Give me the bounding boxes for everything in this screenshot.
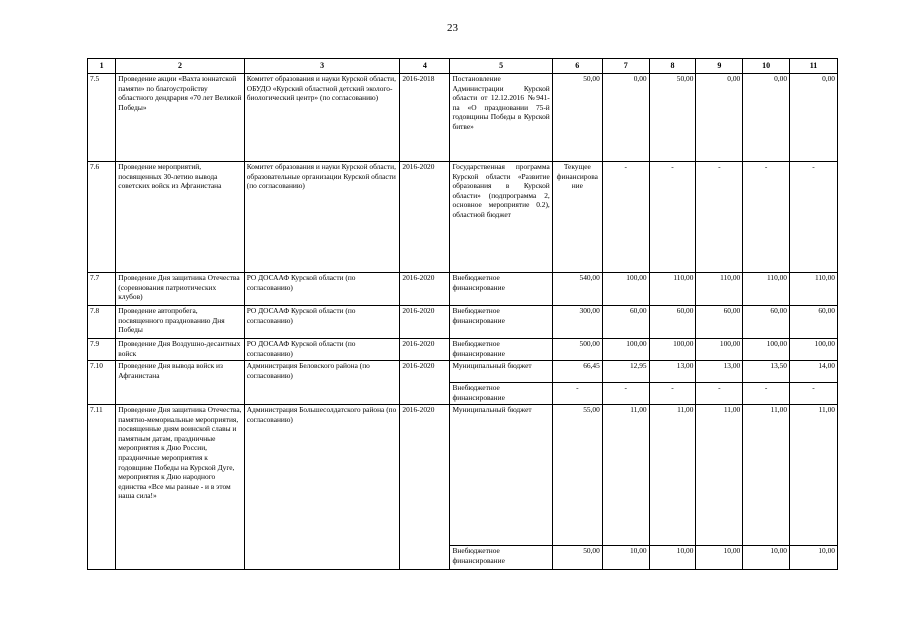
year-value: 11,00 — [602, 405, 649, 546]
year-value: 10,00 — [602, 546, 649, 570]
year-value: 100,00 — [743, 339, 790, 361]
column-header: 4 — [400, 59, 450, 74]
event-name: Проведение мероприятий, посвященных 30-летию вывода советских войск из Афганистана — [116, 162, 244, 273]
row-number: 7.8 — [88, 306, 116, 339]
year-value: - — [649, 383, 696, 405]
table-row — [88, 162, 838, 273]
year-value: - — [743, 162, 790, 273]
row-number: 7.7 — [88, 273, 116, 306]
column-header: 2 — [116, 59, 244, 74]
year-value: 10,00 — [743, 546, 790, 570]
year-value: 100,00 — [602, 339, 649, 361]
total-value: 55,00 — [552, 405, 602, 546]
funding-source: Внебюджетное финансирование — [450, 273, 552, 306]
funding-source: Муниципальный бюджет — [450, 361, 552, 383]
column-header: 6 — [552, 59, 602, 74]
row-number: 7.6 — [88, 162, 116, 273]
total-value: 300,00 — [552, 306, 602, 339]
year-value: 13,00 — [649, 361, 696, 383]
year-value: 11,00 — [649, 405, 696, 546]
total-value: 540,00 — [552, 273, 602, 306]
year-value: - — [649, 162, 696, 273]
event-name: Проведение Дня Воздушно-десантных войск — [116, 339, 244, 361]
executor: Администрация Большесолдатского района (по согласованию) — [244, 405, 400, 570]
year-value: 10,00 — [790, 546, 838, 570]
row-number: 7.11 — [88, 405, 116, 570]
column-header: 8 — [649, 59, 696, 74]
year-value: 100,00 — [649, 339, 696, 361]
year-value: - — [696, 383, 743, 405]
funding-source: Постановление Администрации Курской области от 12.12.2016 №941-па «О праздновании 75-й годовщины Победы в Курской битве» — [450, 74, 552, 162]
year-value: 13,50 — [743, 361, 790, 383]
year-value: 100,00 — [602, 273, 649, 306]
year-value: 60,00 — [696, 306, 743, 339]
year-value: - — [790, 383, 838, 405]
year-value: 110,00 — [696, 273, 743, 306]
total-value: 50,00 — [552, 546, 602, 570]
executor: Комитет образования и науки Курской области, ОБУДО «Курский областной детский эколого-биологический центр» (по согласованию) — [244, 74, 400, 162]
column-header: 3 — [244, 59, 400, 74]
period: 2016-2020 — [400, 339, 450, 361]
event-name: Проведение автопробега, посвященного празднованию Дня Победы — [116, 306, 244, 339]
year-value: 10,00 — [696, 546, 743, 570]
column-header: 1 — [88, 59, 116, 74]
table-row — [88, 306, 838, 339]
total-value: Текущее финансирова ние — [552, 162, 602, 273]
total-value: 66,45 — [552, 361, 602, 383]
total-value: 500,00 — [552, 339, 602, 361]
executor: РО ДОСААФ Курской области (по согласованию) — [244, 306, 400, 339]
funding-source: Внебюджетное финансирование — [450, 546, 552, 570]
funding-source: Муниципальный бюджет — [450, 405, 552, 546]
action-plan-table — [87, 58, 838, 570]
year-value: 0,00 — [602, 74, 649, 162]
row-number: 7.5 — [88, 74, 116, 162]
column-header: 10 — [743, 59, 790, 74]
event-name: Проведение Дня вывода войск из Афганистана — [116, 361, 244, 405]
event-name: Проведение Дня защитника Отечества, памятно-мемориальные мероприятия, посвященные дням воинской славы и памятным датам, праздничные мероприятия к Дню России, праздничные мероприятия к годовщине Победы на Курской Дуге, мероприятия к Дню народного единства «Все мы разные - и в этом наша сила!» — [116, 405, 244, 570]
event-name: Проведение Дня защитника Отечества (соревнования патриотических клубов) — [116, 273, 244, 306]
header-row — [88, 59, 838, 74]
year-value: 11,00 — [696, 405, 743, 546]
year-value: 60,00 — [743, 306, 790, 339]
funding-source: Государственная программа Курской области «Развитие образования в Курской области» (подпрограмма 2, основное мероприятие 0.2), областной бюджет — [450, 162, 552, 273]
year-value: 11,00 — [790, 405, 838, 546]
year-value: 110,00 — [649, 273, 696, 306]
year-value: 0,00 — [743, 74, 790, 162]
table-row — [88, 339, 838, 361]
year-value: 10,00 — [649, 546, 696, 570]
year-value: - — [790, 162, 838, 273]
table-row — [88, 405, 838, 546]
year-value: 100,00 — [696, 339, 743, 361]
period: 2016-2020 — [400, 361, 450, 405]
year-value: 110,00 — [790, 273, 838, 306]
table-row — [88, 361, 838, 383]
column-header: 5 — [450, 59, 552, 74]
event-name: Проведение акции «Вахта юннатской памяти» по благоустройству областного дендрария «70 лет Великой Победы» — [116, 74, 244, 162]
year-value: 110,00 — [743, 273, 790, 306]
funding-source: Внебюджетное финансирование — [450, 306, 552, 339]
column-header: 7 — [602, 59, 649, 74]
year-value: - — [696, 162, 743, 273]
executor: Комитет образования и науки Курской области, образовательные организации Курской области (по согласованию) — [244, 162, 400, 273]
year-value: 100,00 — [790, 339, 838, 361]
column-header: 11 — [790, 59, 838, 74]
year-value: 60,00 — [790, 306, 838, 339]
column-header: 9 — [696, 59, 743, 74]
period: 2016-2020 — [400, 273, 450, 306]
period: 2016-2020 — [400, 405, 450, 570]
table-row — [88, 273, 838, 306]
year-value: 14,00 — [790, 361, 838, 383]
page-number: 23 — [447, 22, 458, 34]
funding-source: Внебюджетное финансирование — [450, 339, 552, 361]
executor: РО ДОСААФ Курской области (по согласованию) — [244, 339, 400, 361]
year-value: - — [743, 383, 790, 405]
period: 2016-2018 — [400, 74, 450, 162]
year-value: 12,95 — [602, 361, 649, 383]
period: 2016-2020 — [400, 306, 450, 339]
executor: РО ДОСААФ Курской области (по согласованию) — [244, 273, 400, 306]
year-value: 0,00 — [790, 74, 838, 162]
total-value: 50,00 — [552, 74, 602, 162]
year-value: - — [602, 162, 649, 273]
year-value: 50,00 — [649, 74, 696, 162]
year-value: 60,00 — [649, 306, 696, 339]
table-row — [88, 74, 838, 162]
funding-source: Внебюджетное финансирование — [450, 383, 552, 405]
row-number: 7.9 — [88, 339, 116, 361]
period: 2016-2020 — [400, 162, 450, 273]
year-value: 60,00 — [602, 306, 649, 339]
executor: Администрация Беловского района (по согласованию) — [244, 361, 400, 405]
year-value: 0,00 — [696, 74, 743, 162]
year-value: 11,00 — [743, 405, 790, 546]
total-value: - — [552, 383, 602, 405]
year-value: - — [602, 383, 649, 405]
year-value: 13,00 — [696, 361, 743, 383]
row-number: 7.10 — [88, 361, 116, 405]
